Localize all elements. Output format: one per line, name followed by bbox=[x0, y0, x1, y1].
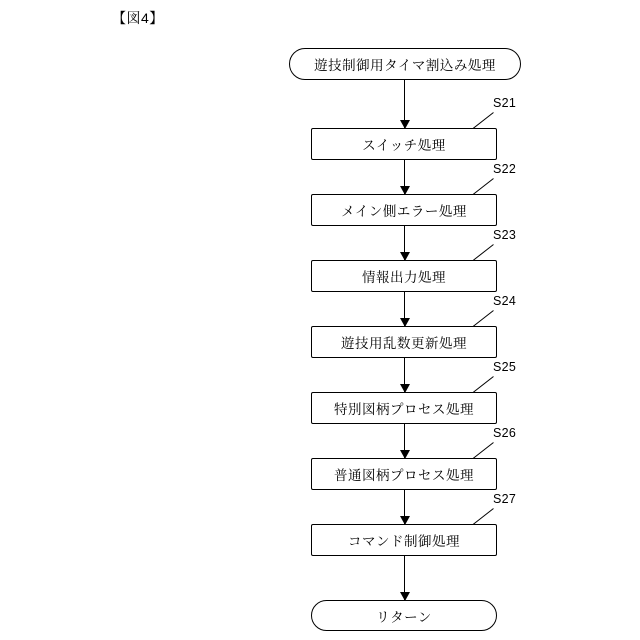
leader-s22 bbox=[473, 178, 494, 195]
connector-s23-to-s24 bbox=[404, 292, 405, 326]
flow-node-s26-label: 普通図柄プロセス処理 bbox=[334, 468, 474, 483]
flow-node-s21 bbox=[311, 128, 497, 160]
flow-node-s24-label: 遊技用乱数更新処理 bbox=[341, 336, 467, 351]
leader-s26 bbox=[473, 442, 494, 459]
figure-label: 【図4】 bbox=[112, 10, 164, 26]
flow-node-s23-label: 情報出力処理 bbox=[362, 270, 446, 285]
step-label-s22: S22 bbox=[493, 162, 517, 176]
leader-s23 bbox=[473, 244, 494, 261]
connector-s21-to-s22 bbox=[404, 160, 405, 194]
flow-end-node bbox=[311, 600, 497, 631]
flow-node-s26 bbox=[311, 458, 497, 490]
flow-node-s25 bbox=[311, 392, 497, 424]
step-label-s21: S21 bbox=[493, 96, 517, 110]
flow-end-label: リターン bbox=[376, 609, 432, 625]
connector-start-to-s21 bbox=[404, 80, 405, 128]
flow-start-node bbox=[289, 48, 521, 80]
flow-node-s27 bbox=[311, 524, 497, 556]
step-label-s26: S26 bbox=[493, 426, 517, 440]
step-label-s23: S23 bbox=[493, 228, 517, 242]
flow-node-s25-label: 特別図柄プロセス処理 bbox=[334, 402, 474, 417]
step-label-s25: S25 bbox=[493, 360, 517, 374]
flow-node-s21-label: スイッチ処理 bbox=[362, 138, 446, 153]
flow-start-label: 遊技制御用タイマ割込み処理 bbox=[314, 58, 496, 73]
step-label-s27: S27 bbox=[493, 492, 517, 506]
flow-node-s23 bbox=[311, 260, 497, 292]
connector-s24-to-s25 bbox=[404, 358, 405, 392]
connector-s26-to-s27 bbox=[404, 490, 405, 524]
flow-node-s24 bbox=[311, 326, 497, 358]
flow-node-s22-label: メイン側エラー処理 bbox=[341, 204, 467, 219]
leader-s24 bbox=[473, 310, 494, 327]
connector-s22-to-s23 bbox=[404, 226, 405, 260]
leader-s27 bbox=[473, 508, 494, 525]
connector-s27-to-return bbox=[404, 556, 405, 600]
step-label-s24: S24 bbox=[493, 294, 517, 308]
leader-s21 bbox=[473, 112, 494, 129]
leader-s25 bbox=[473, 376, 494, 393]
flow-node-s22 bbox=[311, 194, 497, 226]
flow-node-s27-label: コマンド制御処理 bbox=[348, 534, 460, 549]
connector-s25-to-s26 bbox=[404, 424, 405, 458]
